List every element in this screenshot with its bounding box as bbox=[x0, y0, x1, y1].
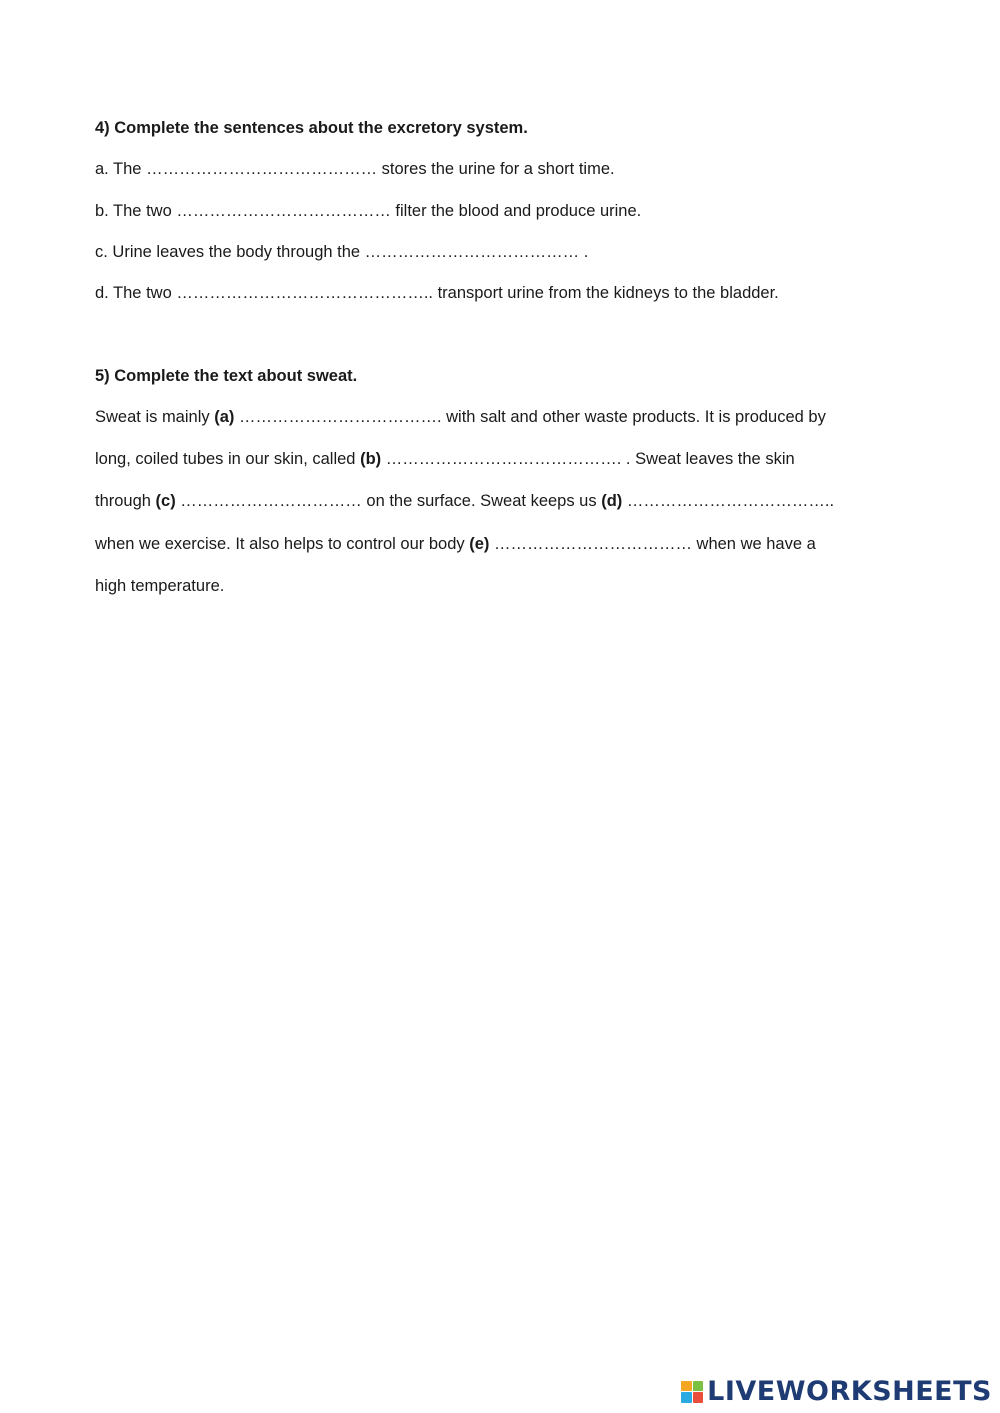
sweat-text-line-5: high temperature. bbox=[95, 577, 225, 595]
text-segment: ……………………………………. . Sweat leaves the skin bbox=[381, 450, 795, 468]
sweat-text-line-3 bbox=[95, 492, 834, 511]
question-5-title: 5) Complete the text about sweat. bbox=[95, 367, 358, 385]
sweat-text-line-1 bbox=[95, 408, 826, 427]
liveworksheets-logo-icon bbox=[681, 1381, 703, 1403]
sweat-text-line-4 bbox=[95, 535, 816, 554]
brand-wordmark: LIVEWORKSHEETS bbox=[707, 1376, 992, 1407]
logo-square bbox=[681, 1381, 692, 1392]
liveworksheets-brand bbox=[681, 1376, 992, 1407]
text-segment: ………………………………. with salt and other waste products. It is produced by bbox=[234, 408, 826, 426]
sweat-text-line-2 bbox=[95, 450, 795, 469]
question-4c: c. Urine leaves the body through the ………………………………… . bbox=[95, 243, 589, 261]
logo-square bbox=[693, 1381, 704, 1392]
blank-label-b: (b) bbox=[360, 450, 382, 468]
question-4d: d. The two ……………………………………….. transport urine from the kidneys to the bladder. bbox=[95, 284, 779, 302]
text-segment: Sweat is mainly bbox=[95, 408, 215, 426]
question-4-title: 4) Complete the sentences about the excretory system. bbox=[95, 119, 528, 137]
text-segment: when we exercise. It also helps to control our body bbox=[95, 535, 470, 553]
question-4a: a. The …………………………………… stores the urine for a short time. bbox=[95, 160, 615, 178]
text-segment: ……………………………… when we have a bbox=[489, 535, 816, 553]
text-segment: through bbox=[95, 492, 156, 510]
question-4b: b. The two ………………………………… filter the blood and produce urine. bbox=[95, 202, 642, 220]
text-segment: long, coiled tubes in our skin, called bbox=[95, 450, 361, 468]
blank-label-e: (e) bbox=[469, 535, 490, 553]
text-segment: ……………………………….. bbox=[622, 492, 835, 510]
blank-label-d: (d) bbox=[601, 492, 623, 510]
logo-square bbox=[681, 1392, 692, 1403]
blank-label-c: (c) bbox=[155, 492, 176, 510]
blank-label-a: (a) bbox=[214, 408, 235, 426]
logo-square bbox=[693, 1392, 704, 1403]
text-segment: …………………………… on the surface. Sweat keeps us bbox=[175, 492, 602, 510]
